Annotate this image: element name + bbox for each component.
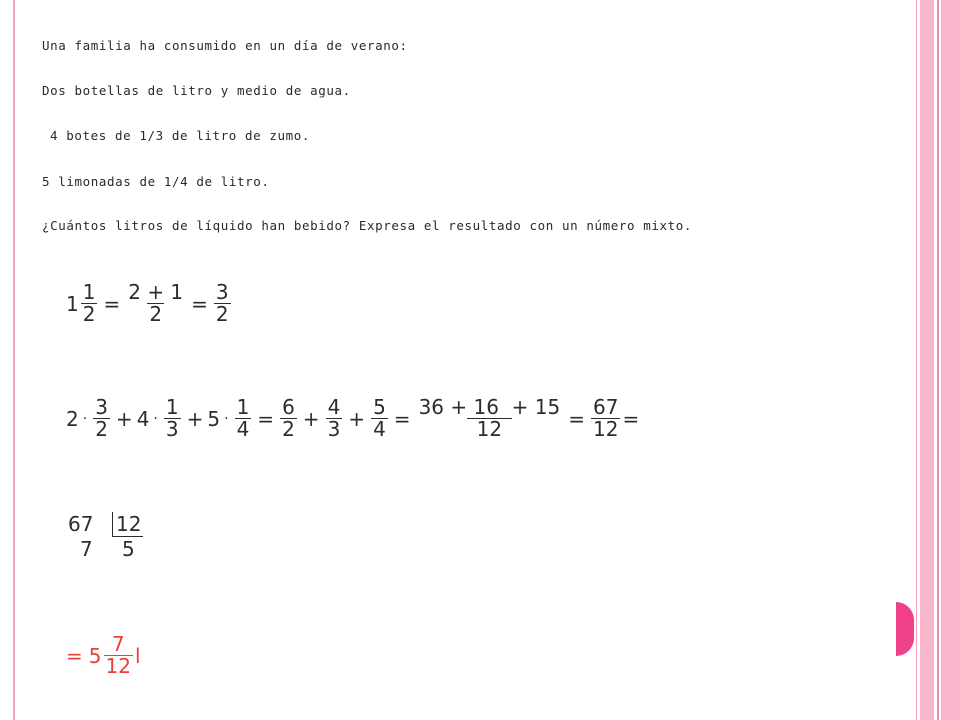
final-result (66, 634, 141, 677)
fraction: $\frac{1}{2}$ (82, 280, 96, 326)
equation-mixed-to-improper (66, 282, 233, 325)
multiply-dot: · (224, 410, 229, 427)
whole-number: 5 (88, 643, 102, 668)
multiply-dot: · (82, 410, 88, 427)
equals-sign: = (568, 406, 585, 431)
equals-sign: = (66, 643, 83, 668)
fraction: $\frac{67}{12}$ (592, 395, 619, 441)
fraction: $\frac{3}{2}$ (215, 280, 229, 326)
right-decorative-border (916, 0, 960, 720)
plus-sign: + (302, 406, 320, 431)
coefficient: 2 (66, 406, 79, 431)
coefficient: 5 (207, 406, 221, 431)
plus-sign: + (348, 406, 366, 431)
left-margin-line (13, 0, 15, 720)
multiply-dot: · (153, 410, 158, 427)
dividend: 67 (68, 512, 94, 536)
coefficient: 4 (136, 406, 150, 431)
fraction-sum: $\frac{36 + 16 + 15}{12}$ (418, 395, 561, 441)
equals-sign: = (103, 291, 121, 316)
fraction: $\frac{2 + 1}{2}$ (128, 280, 184, 326)
equals-sign: = (257, 406, 275, 431)
quotient: 5 (122, 537, 135, 561)
long-division (68, 512, 143, 561)
equals-sign: = (393, 406, 411, 431)
fraction: $\frac{1}{3}$ (165, 395, 179, 441)
equals-sign: = (622, 406, 640, 431)
border-stripe (941, 0, 960, 720)
plus-sign: + (186, 406, 204, 431)
problem-line-2: Dos botellas de litro y medio de agua. (42, 83, 351, 98)
equals-sign: = (191, 291, 208, 316)
border-stripe (920, 0, 934, 720)
remainder: 7 (80, 537, 93, 561)
unit-liters: l (134, 643, 141, 668)
fraction: $\frac{5}{4}$ (373, 395, 386, 441)
problem-line-4: 5 limonadas de 1/4 de litro. (42, 174, 270, 189)
divisor: 12 (112, 512, 143, 537)
pink-side-tab (896, 602, 914, 656)
plus-sign: + (115, 406, 133, 431)
fraction: $\frac{3}{2}$ (95, 395, 108, 441)
equation-total-sum (66, 397, 639, 440)
fraction: $\frac{1}{4}$ (236, 395, 250, 441)
whole-number: 1 (66, 291, 79, 316)
fraction: $\frac{6}{2}$ (282, 395, 295, 441)
problem-line-1: Una familia ha consumido en un día de verano: (42, 38, 408, 53)
problem-line-3: 4 botes de 1/3 de litro de zumo. (50, 128, 311, 143)
fraction: $\frac{7}{12}$ (105, 632, 131, 678)
fraction: $\frac{4}{3}$ (327, 395, 341, 441)
problem-question: ¿Cuántos litros de líquido han bebido? Expresa el resultado con un número mixto. (42, 218, 693, 233)
